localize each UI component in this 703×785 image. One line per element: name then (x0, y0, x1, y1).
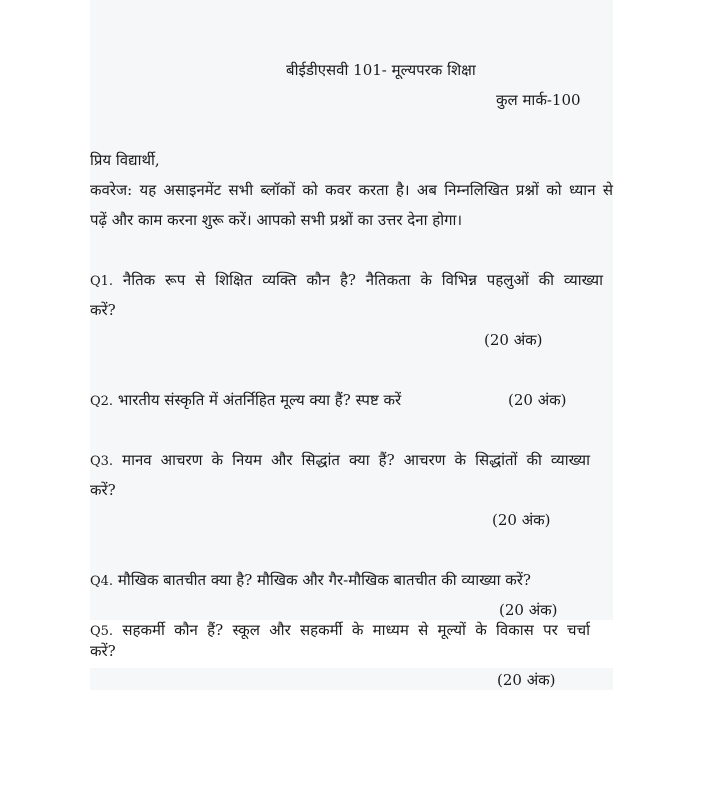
question-2 (90, 390, 401, 412)
question-2-text-line-1: भारतीय संस्कृति में अंतर्निहित मूल्य क्या हैं? स्पष्ट करें (117, 391, 402, 409)
assignment-title: बीईडीएसवी 101- मूल्यपरक शिक्षा (286, 61, 476, 79)
question-1-text-line-2: करें? (90, 301, 116, 319)
question-3-marks: (20 अंक) (492, 511, 551, 529)
question-5-marks: (20 अंक) (497, 671, 556, 689)
question-2-marks: (20 अंक) (508, 391, 567, 409)
question-4-marks: (20 अंक) (499, 601, 558, 619)
question-5-number: Q5. (90, 624, 114, 639)
question-3 (90, 450, 590, 472)
question-3-text-line-1: मानव आचरण के नियम और सिद्धांत क्या हैं? आचरण के सिद्धांतों की व्याख्या (122, 451, 590, 469)
question-5-text-line-1: सहकर्मी कौन हैं? स्कूल और सहकर्मी के माध्यम से मूल्यों के विकास पर चर्चा (122, 621, 590, 639)
question-1-text-line-1: नैतिक रूप से शिक्षित व्यक्ति कौन है? नैतिकता के विभिन्न पहलुओं की व्याख्या (122, 271, 603, 289)
question-5 (90, 620, 590, 642)
question-1-number: Q1. (90, 274, 114, 289)
question-4-number: Q4. (90, 574, 114, 589)
question-4-text-line-1: मौखिक बातचीत क्या है? मौखिक और गैर-मौखिक बातचीत की व्याख्या करें? (117, 571, 531, 589)
coverage-line-1: कवरेज: यह असाइनमेंट सभी ब्लॉकों को कवर करता है। अब निम्नलिखित प्रश्नों को ध्यान से (90, 181, 613, 199)
total-marks: कुल मार्क-100 (496, 91, 581, 109)
question-5-text-line-2: करें? (90, 642, 116, 660)
question-4 (90, 570, 531, 592)
question-2-number: Q2. (90, 394, 114, 409)
question-3-text-line-2: करें? (90, 481, 116, 499)
question-1 (90, 270, 603, 292)
greeting: प्रिय विद्यार्थी, (90, 151, 160, 169)
coverage-line-2: पढ़ें और काम करना शुरू करें। आपको सभी प्रश्नों का उत्तर देना होगा। (90, 211, 463, 229)
question-1-marks: (20 अंक) (484, 331, 543, 349)
question-3-number: Q3. (90, 454, 114, 469)
